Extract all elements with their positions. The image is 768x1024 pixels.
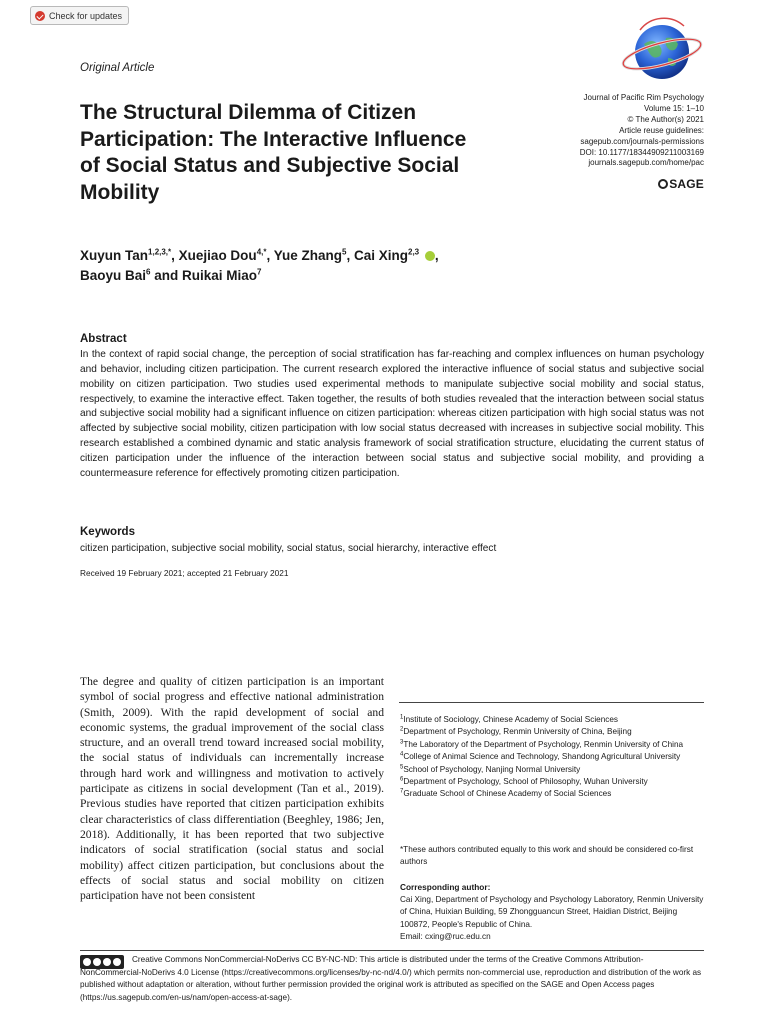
author-affiliation-marker: 7 — [257, 267, 262, 277]
received-dates: Received 19 February 2021; accepted 21 February 2021 — [80, 568, 289, 578]
author-name: Xuyun Tan — [80, 248, 149, 263]
journal-info — [444, 93, 704, 169]
author-affiliation-marker: 4,* — [256, 247, 267, 257]
doi[interactable]: DOI: 10.1177/18344909211003169 — [579, 147, 704, 157]
affiliation-text: College of Animal Science and Technology, Shandong Agricultural University — [403, 752, 681, 762]
body-text: The degree and quality of citizen participation is an important symbol of social progress and effective national administration (Smith, 2009). With the rapid development of social and economic systems, the gradual improvement of the social class structure, and an overall trend toward increased social mobility, the social status of individuals can incrementally increase through hard work and willingness and motivation to actively participate as citizens in social development (Tan et al., 2019). Previous studies have reported that citizen participation exhibits clear characteristics of class differentiation (Beeghley, 1986; Jen, 2018). Additionally, it has been reported that two subjective indicators of social stratification (social status and social mobility) affect citizen participation, but conclusions about the effects of social status and social mobility on citizen participation have not been consistent — [80, 675, 384, 903]
affiliations-list — [400, 714, 706, 801]
affiliations-divider — [399, 702, 704, 703]
journal-volume: Volume 15: 1–10 — [643, 103, 704, 113]
affiliation-item — [400, 788, 706, 800]
keywords-text: citizen participation, subjective social mobility, social status, social hierarchy, interactive effect — [80, 543, 497, 554]
affiliation-text: Department of Psychology, School of Philosophy, Wuhan University — [403, 777, 648, 787]
author-list: Xuyun Tan$^{1,2,3,*}$, Xuejiao Dou$^{4,*}$, Yue Zhang$^5$, Cai Xing$^{2,3}$ , Baoyu Bai$^6$ and Ruikai Miao$^7$ — [80, 247, 439, 283]
orcid-icon[interactable] — [425, 251, 435, 261]
author-affiliation-marker: 5 — [342, 247, 347, 257]
author-name: Cai Xing — [353, 248, 408, 263]
abstract-heading: Abstract — [80, 333, 127, 345]
author-affiliation-marker: 6 — [146, 267, 151, 277]
affiliation-item — [400, 751, 706, 763]
check-updates-label: Check for updates — [49, 10, 123, 21]
affiliation-item — [400, 739, 706, 751]
affiliation-text: Department of Psychology, Renmin University of China, Beijing — [403, 727, 632, 737]
affiliation-number: 2 — [400, 726, 404, 733]
corresponding-author-address: Cai Xing, Department of Psychology and Psychology Laboratory, Renmin University of China, Huixian Building, 59 Zhongguancun Street, Haidian District, Beijing 100872, People's Republic of China. — [400, 895, 704, 929]
reuse-guidelines: Article reuse guidelines: — [619, 125, 704, 135]
keywords-heading: Keywords — [80, 526, 135, 538]
corresponding-author-details — [400, 894, 706, 944]
affiliation-item — [400, 726, 706, 738]
equal-contribution-note: *These authors contributed equally to this work and should be considered co-first authors — [400, 845, 694, 867]
author-name: Yue Zhang — [273, 248, 343, 263]
affiliation-number: 4 — [400, 751, 404, 758]
author-name: Ruikai Miao — [182, 268, 258, 283]
affiliation-text: The Laboratory of the Department of Psychology, Renmin University of China — [403, 739, 684, 749]
affiliation-text: Graduate School of Chinese Academy of Social Sciences — [403, 789, 612, 799]
affiliation-item — [400, 764, 706, 776]
journal-homepage-link[interactable]: journals.sagepub.com/home/pac — [588, 158, 704, 168]
affiliation-text: Institute of Sociology, Chinese Academy of Social Sciences — [403, 715, 619, 724]
author-affiliation-marker: 1,2,3,* — [148, 247, 172, 257]
affiliation-number: 6 — [400, 776, 404, 783]
journal-copyright: © The Author(s) 2021 — [627, 114, 704, 124]
check-for-updates-button[interactable] — [30, 6, 129, 25]
permissions-link[interactable]: sagepub.com/journals-permissions — [580, 136, 704, 146]
author-affiliation-marker: 2,3 — [408, 247, 420, 257]
affiliation-number: 3 — [400, 739, 404, 746]
sage-logo — [658, 177, 704, 191]
author-conjunction: and — [154, 268, 179, 283]
sage-logo-text: SAGE — [669, 177, 704, 191]
affiliation-item — [400, 776, 706, 788]
journal-globe-logo — [620, 14, 704, 88]
journal-name: Journal of Pacific Rim Psychology — [583, 93, 704, 102]
corresponding-author-email[interactable]: Email: cxing@ruc.edu.cn — [400, 932, 491, 942]
abstract-text: In the context of rapid social change, the perception of social stratification has far-reaching and complex influences on human psychology and behavior, including citizen participation. The current research explored the interactive influence of social status and subjective social mobility on citizen participation. Two studies used experimental methods to manipulate subjective social mobility and social status, respectively, to examine the interactive effect. Taken together, the results of both studies revealed that the interaction between social status and subjective social mobility had a significant influence on citizen participation: whereas citizen participation with high social status was not affected by subjective social mobility, citizen participation with low social status decreased with increases in subjective social mobility. This research established a combined dynamic and static analysis framework of social stratification structure, elucidating the current status of citizen participation under the influence of the interaction between social status and subjective social mobility, and providing a countermeasure reference for effectively promoting citizen participation. — [80, 349, 704, 479]
sage-swirl-icon — [658, 179, 668, 189]
article-type: Original Article — [80, 62, 155, 74]
affiliation-number: 5 — [400, 763, 404, 770]
corresponding-author-heading: Corresponding author: — [400, 882, 491, 892]
affiliation-text: School of Psychology, Nanjing Normal University — [403, 764, 581, 774]
affiliation-number: 7 — [400, 788, 404, 795]
affiliation-number: 1 — [400, 714, 404, 721]
check-updates-icon — [35, 11, 45, 21]
author-name: Baoyu Bai — [80, 268, 147, 283]
affiliation-item — [400, 714, 706, 726]
paper-title: The Structural Dilemma of Citizen Participation: The Interactive Influence of Social Status and Subjective Social Mobility — [80, 101, 467, 204]
author-name: Xuejiao Dou — [178, 248, 257, 263]
license-text: Creative Commons NonCommercial-NoDerivs CC BY-NC-ND: This article is distributed under the terms of the Creative Commons Attribution-NonCommercial-NoDerivs 4.0 License (https://creativecommons.org/licenses/by-nc-nd/4.0/) which permits non-commercial use, reproduction and distribution of the work as published without adaptation or alteration, without further permission provided the original work is attributed as specified on the SAGE and Open Access pages (https://us.sagepub.com/en-us/nam/open-access-at-sage). — [80, 955, 702, 1002]
footer-divider — [80, 950, 704, 951]
